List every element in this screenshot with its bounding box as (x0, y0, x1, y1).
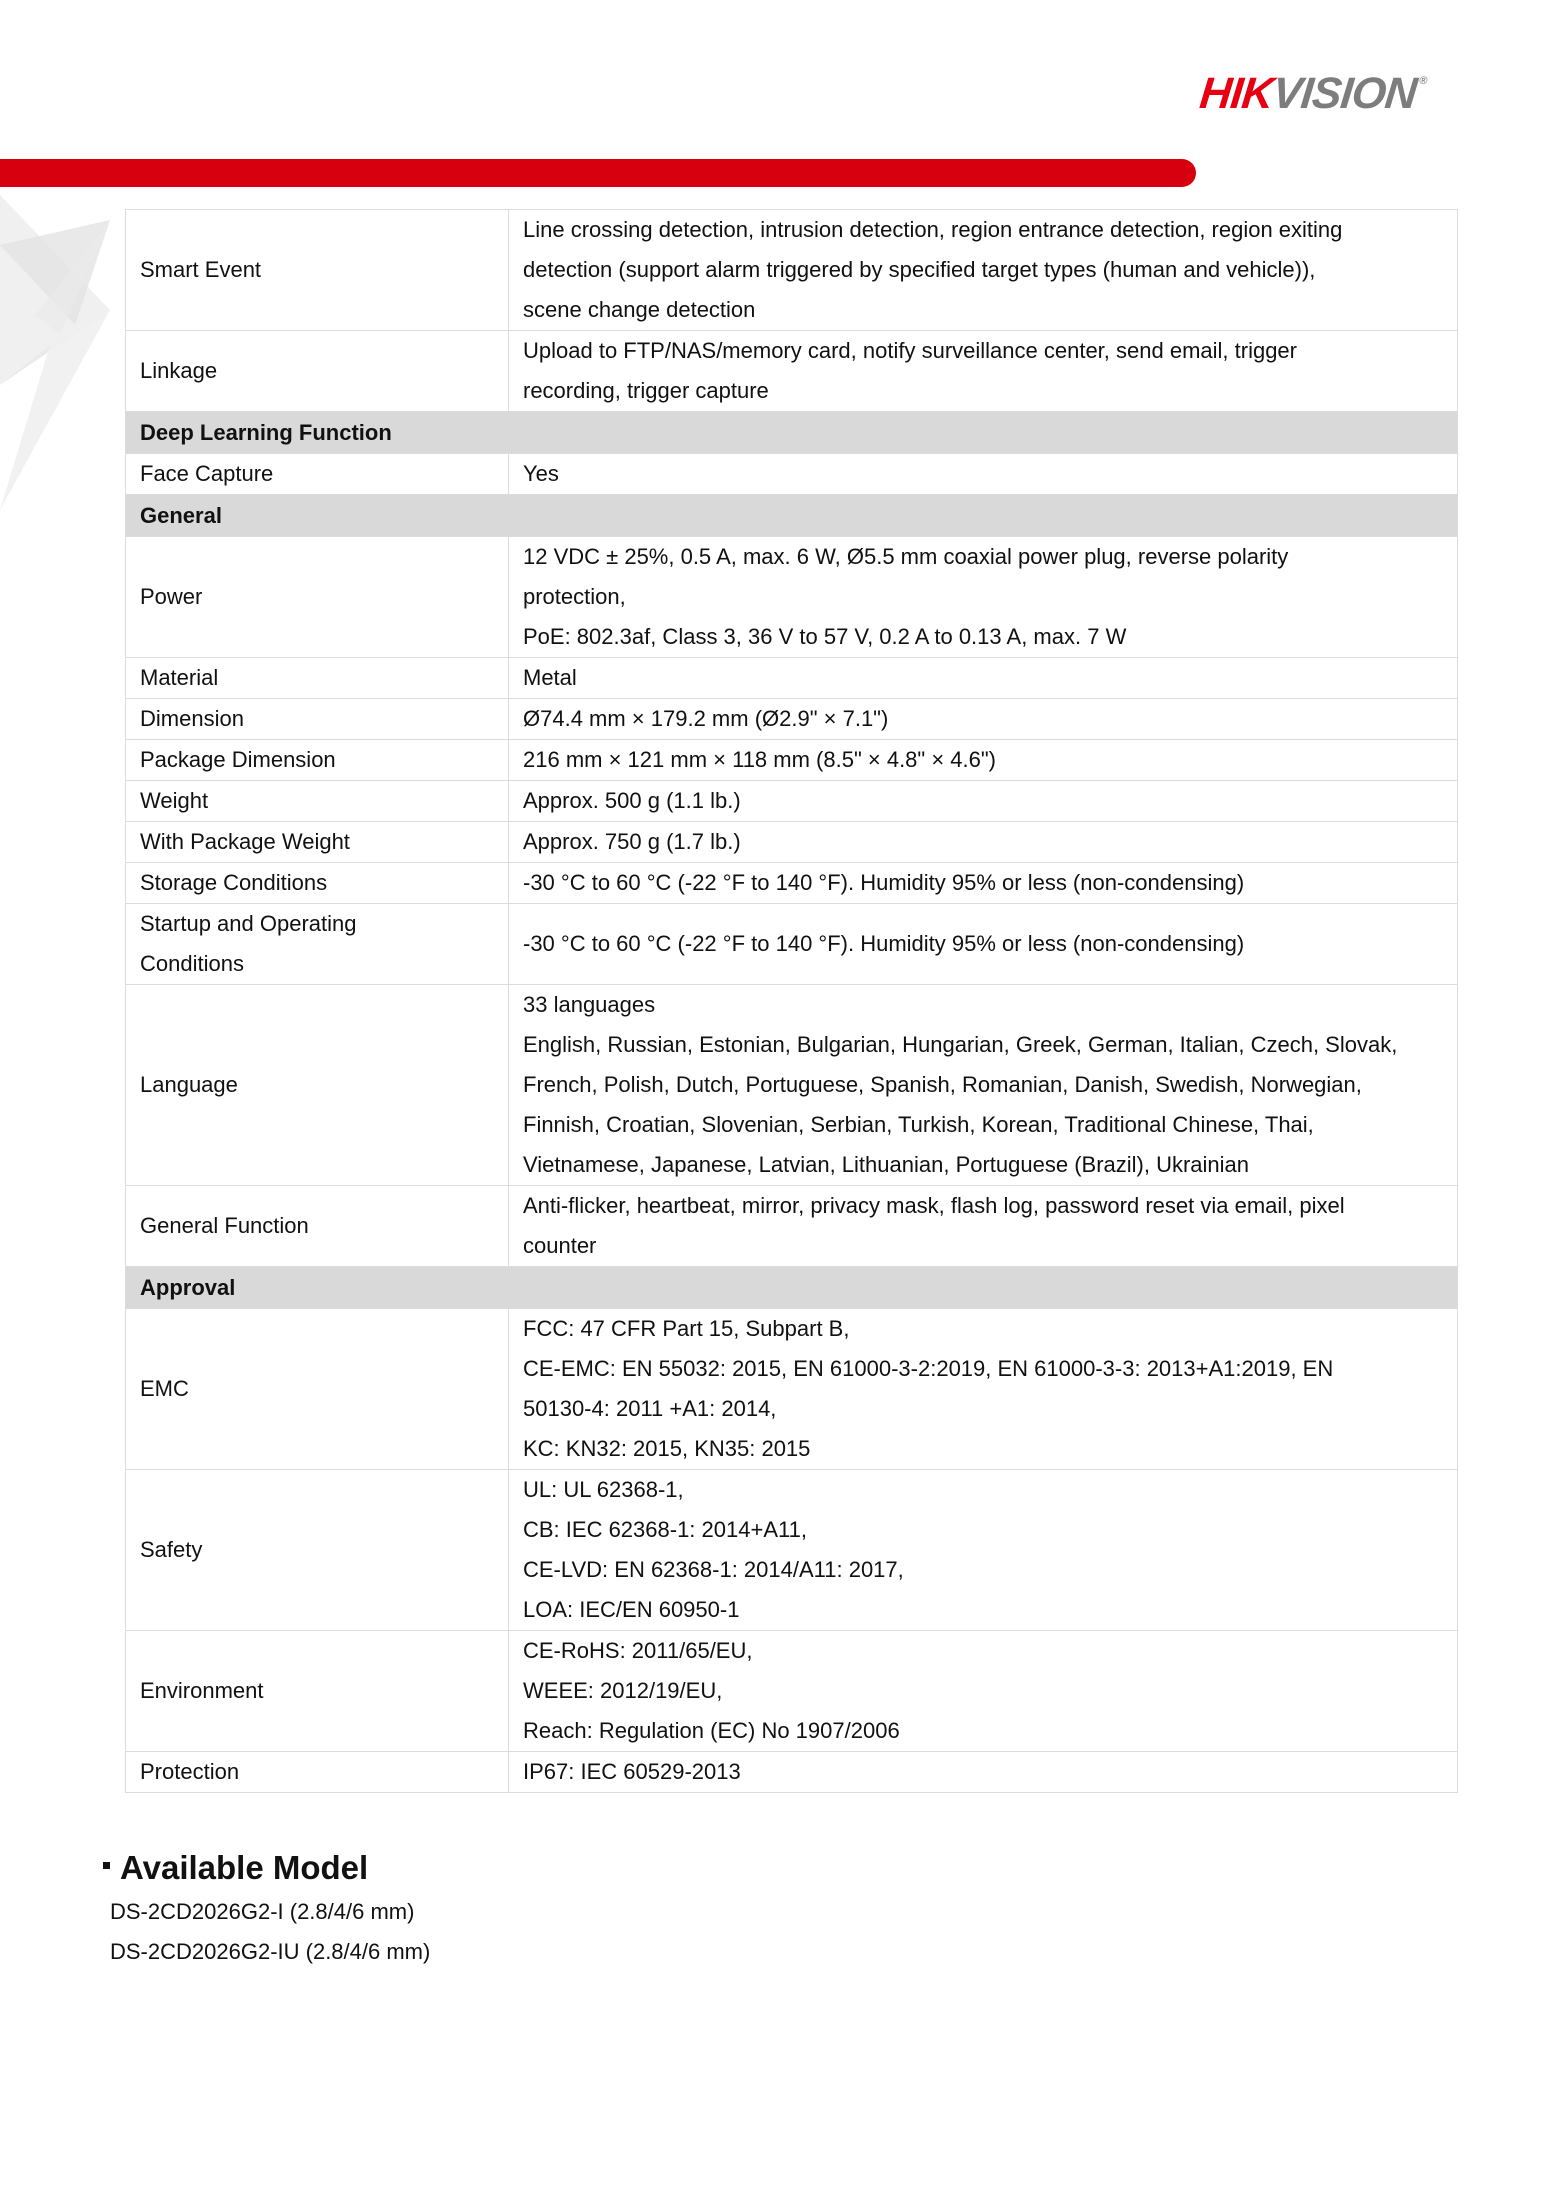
spec-value-line: recording, trigger capture (523, 378, 769, 403)
spec-value-line: detection (support alarm triggered by specified target types (human and vehicle)), (523, 257, 1316, 282)
spec-row (126, 781, 1458, 822)
spec-value (509, 822, 1458, 863)
spec-value (509, 658, 1458, 699)
spec-value-line: CB: IEC 62368-1: 2014+A11, (523, 1517, 807, 1542)
spec-label: Weight (126, 781, 509, 822)
spec-value-line: 50130-4: 2011 +A1: 2014, (523, 1396, 777, 1421)
spec-value (509, 740, 1458, 781)
spec-label-line: Conditions (140, 951, 244, 976)
spec-row (126, 331, 1458, 412)
spec-value-line: Upload to FTP/NAS/memory card, notify surveillance center, send email, trigger (523, 338, 1297, 363)
spec-value-line: -30 °C to 60 °C (-22 °F to 140 °F). Humidity 95% or less (non-condensing) (523, 931, 1245, 956)
spec-row (126, 1752, 1458, 1793)
spec-value-line: CE-RoHS: 2011/65/EU, (523, 1638, 753, 1663)
spec-value (509, 454, 1458, 495)
spec-value-line: FCC: 47 CFR Part 15, Subpart B, (523, 1316, 850, 1341)
specification-table-body (126, 210, 1458, 1793)
header-red-bar (0, 159, 1196, 187)
spec-label: Package Dimension (126, 740, 509, 781)
spec-value-line: Approx. 500 g (1.1 lb.) (523, 788, 741, 813)
spec-label: Protection (126, 1752, 509, 1793)
spec-value-line: IP67: IEC 60529-2013 (523, 1759, 741, 1784)
spec-value-line: -30 °C to 60 °C (-22 °F to 140 °F). Humidity 95% or less (non-condensing) (523, 870, 1245, 895)
logo-gray-part: VISION (1270, 69, 1419, 118)
spec-row (126, 699, 1458, 740)
section-title: Deep Learning Function (126, 412, 1458, 454)
spec-row (126, 1631, 1458, 1752)
spec-label: Material (126, 658, 509, 699)
spec-value-line: Yes (523, 461, 559, 486)
spec-value-line: CE-EMC: EN 55032: 2015, EN 61000-3-2:2019, EN 61000-3-3: 2013+A1:2019, EN (523, 1356, 1334, 1381)
spec-value (509, 699, 1458, 740)
spec-value (509, 1631, 1458, 1752)
section-header-row (126, 1267, 1458, 1309)
spec-label: Dimension (126, 699, 509, 740)
spec-value-line: scene change detection (523, 297, 756, 322)
available-model-section (103, 1844, 430, 1972)
spec-value-line: PoE: 802.3af, Class 3, 36 V to 57 V, 0.2 A to 0.13 A, max. 7 W (523, 624, 1127, 649)
square-bullet-icon (103, 1862, 110, 1869)
spec-value-line: CE-LVD: EN 62368-1: 2014/A11: 2017, (523, 1557, 904, 1582)
spec-label: Smart Event (126, 210, 509, 331)
spec-value-line: counter (523, 1233, 597, 1258)
spec-label: General Function (126, 1186, 509, 1267)
spec-label: With Package Weight (126, 822, 509, 863)
spec-value (509, 210, 1458, 331)
spec-row (126, 1309, 1458, 1470)
spec-label (126, 904, 509, 985)
spec-value (509, 904, 1458, 985)
spec-row (126, 1470, 1458, 1631)
model-item: DS-2CD2026G2-I (2.8/4/6 mm) (110, 1899, 415, 1924)
spec-value (509, 781, 1458, 822)
spec-row (126, 985, 1458, 1186)
logo-red-part: HIK (1197, 69, 1276, 118)
spec-value-line: Reach: Regulation (EC) No 1907/2006 (523, 1718, 900, 1743)
spec-value-line: Ø74.4 mm × 179.2 mm (Ø2.9" × 7.1") (523, 706, 889, 731)
spec-value-line: WEEE: 2012/19/EU, (523, 1678, 723, 1703)
section-header-row (126, 495, 1458, 537)
spec-value-line: KC: KN32: 2015, KN35: 2015 (523, 1436, 811, 1461)
watermark-graphic (0, 185, 125, 515)
section-header-row (126, 412, 1458, 454)
spec-value (509, 331, 1458, 412)
hikvision-logo (1197, 69, 1428, 118)
spec-value-line: LOA: IEC/EN 60950-1 (523, 1597, 740, 1622)
spec-row (126, 658, 1458, 699)
section-title: General (126, 495, 1458, 537)
spec-row (126, 740, 1458, 781)
spec-label: Language (126, 985, 509, 1186)
spec-label: Environment (126, 1631, 509, 1752)
spec-value (509, 985, 1458, 1186)
spec-value-line: Approx. 750 g (1.7 lb.) (523, 829, 741, 854)
spec-value-line: 33 languages (523, 992, 656, 1017)
spec-value-line: English, Russian, Estonian, Bulgarian, Hungarian, Greek, German, Italian, Czech, Slovak, (523, 1032, 1398, 1057)
spec-value-line: Metal (523, 665, 577, 690)
specification-table (125, 209, 1458, 1793)
spec-label: Safety (126, 1470, 509, 1631)
spec-value-line: French, Polish, Dutch, Portuguese, Spanish, Romanian, Danish, Swedish, Norwegian, (523, 1072, 1362, 1097)
spec-row (126, 210, 1458, 331)
spec-value-line: Anti-flicker, heartbeat, mirror, privacy mask, flash log, password reset via email, pixel (523, 1193, 1345, 1218)
registered-mark: ® (1418, 75, 1428, 87)
spec-value-line: 12 VDC ± 25%, 0.5 A, max. 6 W, Ø5.5 mm coaxial power plug, reverse polarity (523, 544, 1289, 569)
section-title: Approval (126, 1267, 1458, 1309)
spec-value-line: protection, (523, 584, 626, 609)
spec-value-line: Finnish, Croatian, Slovenian, Serbian, Turkish, Korean, Traditional Chinese, Thai, (523, 1112, 1314, 1137)
spec-value (509, 1752, 1458, 1793)
spec-value-line: Line crossing detection, intrusion detection, region entrance detection, region exiting (523, 217, 1343, 242)
spec-label: Storage Conditions (126, 863, 509, 904)
model-item: DS-2CD2026G2-IU (2.8/4/6 mm) (110, 1939, 431, 1964)
spec-row (126, 537, 1458, 658)
spec-label: Linkage (126, 331, 509, 412)
available-model-title: Available Model (120, 1849, 369, 1886)
spec-value-line: UL: UL 62368-1, (523, 1477, 684, 1502)
spec-label: Power (126, 537, 509, 658)
spec-row (126, 1186, 1458, 1267)
spec-row (126, 904, 1458, 985)
spec-value-line: 216 mm × 121 mm × 118 mm (8.5" × 4.8" × 4.6") (523, 747, 997, 772)
spec-row (126, 822, 1458, 863)
spec-label-line: Startup and Operating (140, 911, 357, 936)
spec-label: EMC (126, 1309, 509, 1470)
spec-value (509, 1309, 1458, 1470)
spec-value (509, 863, 1458, 904)
spec-value-line: Vietnamese, Japanese, Latvian, Lithuanian, Portuguese (Brazil), Ukrainian (523, 1152, 1250, 1177)
spec-label: Face Capture (126, 454, 509, 495)
spec-row (126, 863, 1458, 904)
spec-row (126, 454, 1458, 495)
spec-value (509, 537, 1458, 658)
spec-value (509, 1186, 1458, 1267)
spec-value (509, 1470, 1458, 1631)
available-model-heading (103, 1844, 430, 1892)
